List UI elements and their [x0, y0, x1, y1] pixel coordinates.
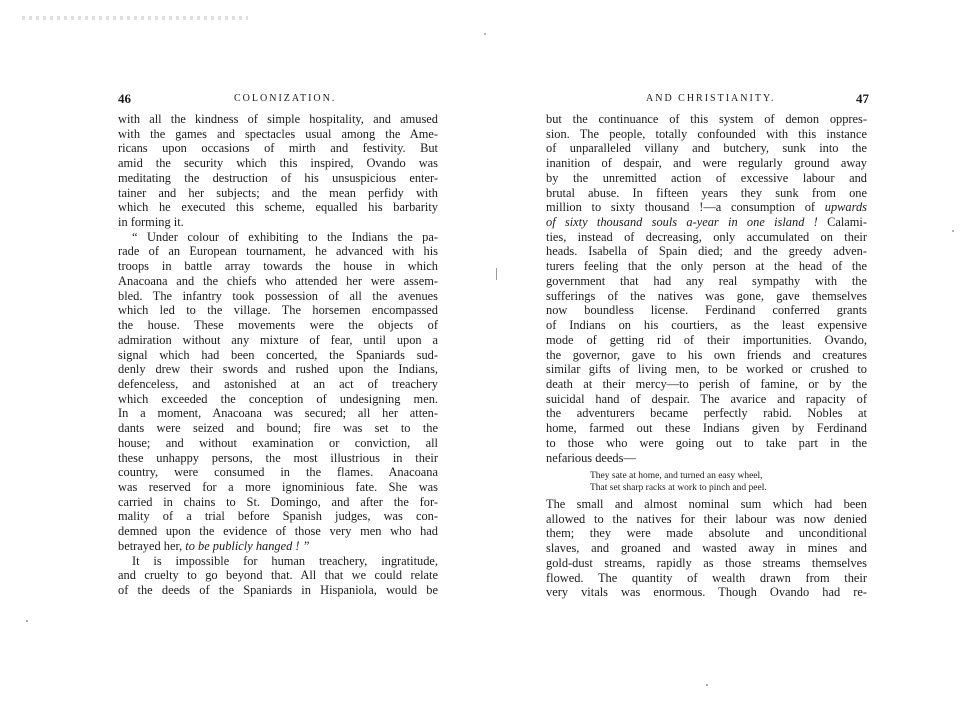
text-segment: house; and without examination or conviction, all [118, 435, 438, 450]
text-segment: defenceless, and astonished at an act of treachery [118, 376, 438, 391]
text-segment: very vitals was enormous. Though Ovando had re- [546, 585, 867, 600]
text-segment: by the unremitted action of excessive labour and [546, 170, 867, 185]
text-segment: The small and almost nominal sum which had been [546, 497, 867, 511]
text-segment: amid the security which this inspired, Ovando was [118, 156, 438, 171]
text-line [118, 583, 438, 598]
scan-speck [496, 268, 497, 280]
text-segment: of the deeds of the Spaniards in Hispaniola, would be [118, 583, 438, 597]
text-line [546, 244, 867, 259]
text-segment: In a moment, Anacoana was secured; all her atten- [118, 406, 438, 421]
text-line [118, 436, 438, 451]
text-line [118, 524, 438, 539]
text-segment: home, farmed out these Indians given by Ferdinand [546, 421, 867, 436]
text-segment: the house. These movements were the objects of [118, 318, 438, 333]
text-line [118, 215, 438, 230]
scan-speck [706, 684, 708, 686]
text-line [118, 171, 438, 186]
text-segment: allowed to the natives for their labour was now denied [546, 511, 867, 526]
left-body-text [118, 112, 438, 598]
text-segment: the adventurers became perfectly rabid. Nobles at [546, 406, 867, 421]
text-line [118, 230, 438, 245]
text-segment: It is impossible for human treachery, ingratitude, [132, 553, 438, 568]
text-segment: tainer and her subjects; and the mean perfidy with [118, 185, 438, 200]
text-line [118, 421, 438, 436]
text-line [118, 141, 438, 156]
text-line [546, 451, 867, 466]
text-segment: was reserved for a more ignominious fate. She was [118, 479, 438, 494]
text-line [546, 436, 867, 451]
text-line [546, 141, 867, 156]
text-segment: similar gifts of living men, to be worked or crushed to [546, 362, 867, 377]
text-line [118, 495, 438, 510]
text-segment: bled. The infantry took possession of all the avenues [118, 288, 438, 303]
text-segment: in forming it. [118, 215, 184, 230]
running-head-left: COLONIZATION. [234, 93, 337, 104]
text-line [546, 127, 867, 142]
text-segment: Anacoana and the chiefs who attended her were assem- [118, 273, 438, 288]
text-segment: sufferings of the natives was gone, gave themselves [546, 288, 867, 303]
text-line [546, 215, 867, 230]
text-line [118, 509, 438, 524]
text-line [546, 348, 867, 363]
text-line [546, 156, 867, 171]
right-page [490, 0, 980, 716]
text-segment: the governor, gave to his own friends and creatures [546, 347, 867, 362]
text-segment: them; they were made absolute and unconditional [546, 526, 867, 541]
right-body-text [546, 112, 867, 465]
text-line [118, 362, 438, 377]
text-segment: of unparalleled villany and butchery, sunk into the [546, 141, 867, 156]
text-segment: denly drew their swords and rushed upon the Indians, [118, 362, 438, 377]
text-segment: inanition of despair, and were regularly ground away [546, 156, 867, 171]
text-segment: country, were consumed in the flames. Anacoana [118, 465, 438, 480]
text-segment: slaves, and groaned and wasted away in mines and [546, 541, 867, 556]
text-segment: these unhappy persons, the most illustrious in their [118, 450, 438, 465]
text-segment: to be publicly hanged ! ” [185, 538, 310, 553]
text-line [546, 526, 867, 541]
text-line [118, 274, 438, 289]
text-segment: of Indians on his courtiers, as the least expensive [546, 318, 867, 333]
text-segment: suicidal hand of despair. The avarice and rapacity of [546, 391, 867, 406]
page-number-right: 47 [856, 91, 869, 106]
text-segment: which exceeded the conception of undesigning men. [118, 391, 438, 406]
text-line [118, 303, 438, 318]
text-line [546, 556, 867, 571]
text-segment: sion. The people, totally confounded with this instance [546, 126, 867, 141]
text-segment: carried in chains to St. Domingo, and after the for- [118, 494, 438, 509]
text-line [118, 318, 438, 333]
page-number-left: 46 [118, 91, 131, 106]
text-segment: death at their mercy—to perish of famine, or by the [546, 376, 867, 391]
text-segment: of sixty thousand souls a-year in one island ! [546, 215, 818, 230]
text-line [118, 289, 438, 304]
text-line [546, 274, 867, 289]
text-segment: to those who were going out to take part in the [546, 435, 867, 450]
text-segment: with the games and spectacles usual among the Ame- [118, 126, 438, 141]
text-line [118, 127, 438, 142]
text-segment: mality of a trial before Spanish judges, was con- [118, 509, 438, 524]
running-head-right: AND CHRISTIANITY. [646, 93, 776, 104]
text-line [546, 171, 867, 186]
text-segment: mode of getting rid of their importunities. Ovando, [546, 332, 867, 347]
text-segment: flowed. The quantity of wealth drawn from their [546, 570, 867, 585]
text-line [118, 112, 438, 127]
text-segment: Calami- [817, 215, 867, 230]
text-line [546, 289, 867, 304]
text-line [118, 377, 438, 392]
text-line [118, 451, 438, 466]
text-line [118, 465, 438, 480]
text-line [118, 480, 438, 495]
text-line [118, 200, 438, 215]
text-line [546, 392, 867, 407]
text-segment: heads. Isabella of Spain died; and the greedy adven- [546, 244, 867, 259]
text-line [118, 244, 438, 259]
text-segment: troops in battle array towards the house in which [118, 259, 438, 274]
text-segment: betrayed her, [118, 538, 186, 553]
text-segment: and cruelty to go beyond that. All that we could relate [118, 568, 438, 583]
verse-quotation [590, 470, 850, 494]
text-line [546, 497, 867, 512]
text-line [546, 406, 867, 421]
text-segment: upwards [824, 200, 867, 215]
text-segment: nefarious deeds— [546, 450, 636, 465]
text-line [118, 539, 438, 554]
text-line [546, 585, 867, 600]
text-line [546, 541, 867, 556]
text-segment: dants were seized and bound; fire was set to the [118, 421, 438, 436]
text-segment: admiration without any mixture of fear, until upon a [118, 332, 438, 347]
text-line [546, 362, 867, 377]
scan-smudge [22, 16, 248, 20]
text-line [118, 554, 438, 569]
text-segment: now boundless license. Ferdinand conferred grants [546, 303, 867, 318]
scan-speck [484, 33, 486, 35]
text-segment: turers feeling that the only person at the head of the [546, 259, 867, 274]
text-segment: demned upon the evidence of those very men who had [118, 524, 438, 539]
text-segment: million to sixty thousand !—a consumption of [546, 200, 825, 215]
text-segment: which led to the village. The horsemen encompassed [118, 303, 438, 318]
text-segment: brutal abuse. In fifteen years they sunk from one [546, 185, 867, 200]
right-body-text-continued [546, 497, 867, 600]
text-line [118, 186, 438, 201]
text-line [118, 348, 438, 363]
text-line [118, 333, 438, 348]
text-line [546, 512, 867, 527]
text-line [546, 200, 867, 215]
text-line [546, 186, 867, 201]
text-line [546, 421, 867, 436]
text-line [118, 568, 438, 583]
text-line [118, 392, 438, 407]
text-segment: meditating the destruction of his unsuspicious enter- [118, 170, 438, 185]
text-segment: gold-dust streams, rapidly as those streams themselves [546, 555, 867, 570]
text-segment: but the continuance of this system of demon oppres- [546, 112, 867, 126]
text-segment: ricans upon occasions of mirth and festivity. But [118, 141, 438, 156]
text-segment: with all the kindness of simple hospitality, and amused [118, 112, 438, 126]
text-segment: “ Under colour of exhibiting to the Indians the pa- [132, 229, 438, 244]
text-line [546, 112, 867, 127]
scan-speck [952, 230, 954, 232]
verse-line: They sate at home, and turned an easy wheel, [590, 471, 763, 481]
text-segment: signal which had been concerted, the Spaniards sud- [118, 347, 438, 362]
verse-line: That set sharp racks at work to pinch and peel. [590, 483, 767, 493]
text-line [118, 406, 438, 421]
text-line [546, 259, 867, 274]
text-line [546, 230, 867, 245]
text-line [118, 156, 438, 171]
text-segment: ties, instead of decreasing, only accumulated on their [546, 229, 867, 244]
text-line [546, 377, 867, 392]
text-segment: which he executed this scheme, equalled his barbarity [118, 200, 438, 215]
text-segment: government that had any real sympathy with the [546, 273, 867, 288]
text-line [546, 333, 867, 348]
text-line [546, 318, 867, 333]
text-line [546, 571, 867, 586]
scan-speck [26, 620, 28, 622]
text-line [546, 303, 867, 318]
text-segment: rade of an European tournament, he advanced with his [118, 244, 438, 259]
text-line [118, 259, 438, 274]
